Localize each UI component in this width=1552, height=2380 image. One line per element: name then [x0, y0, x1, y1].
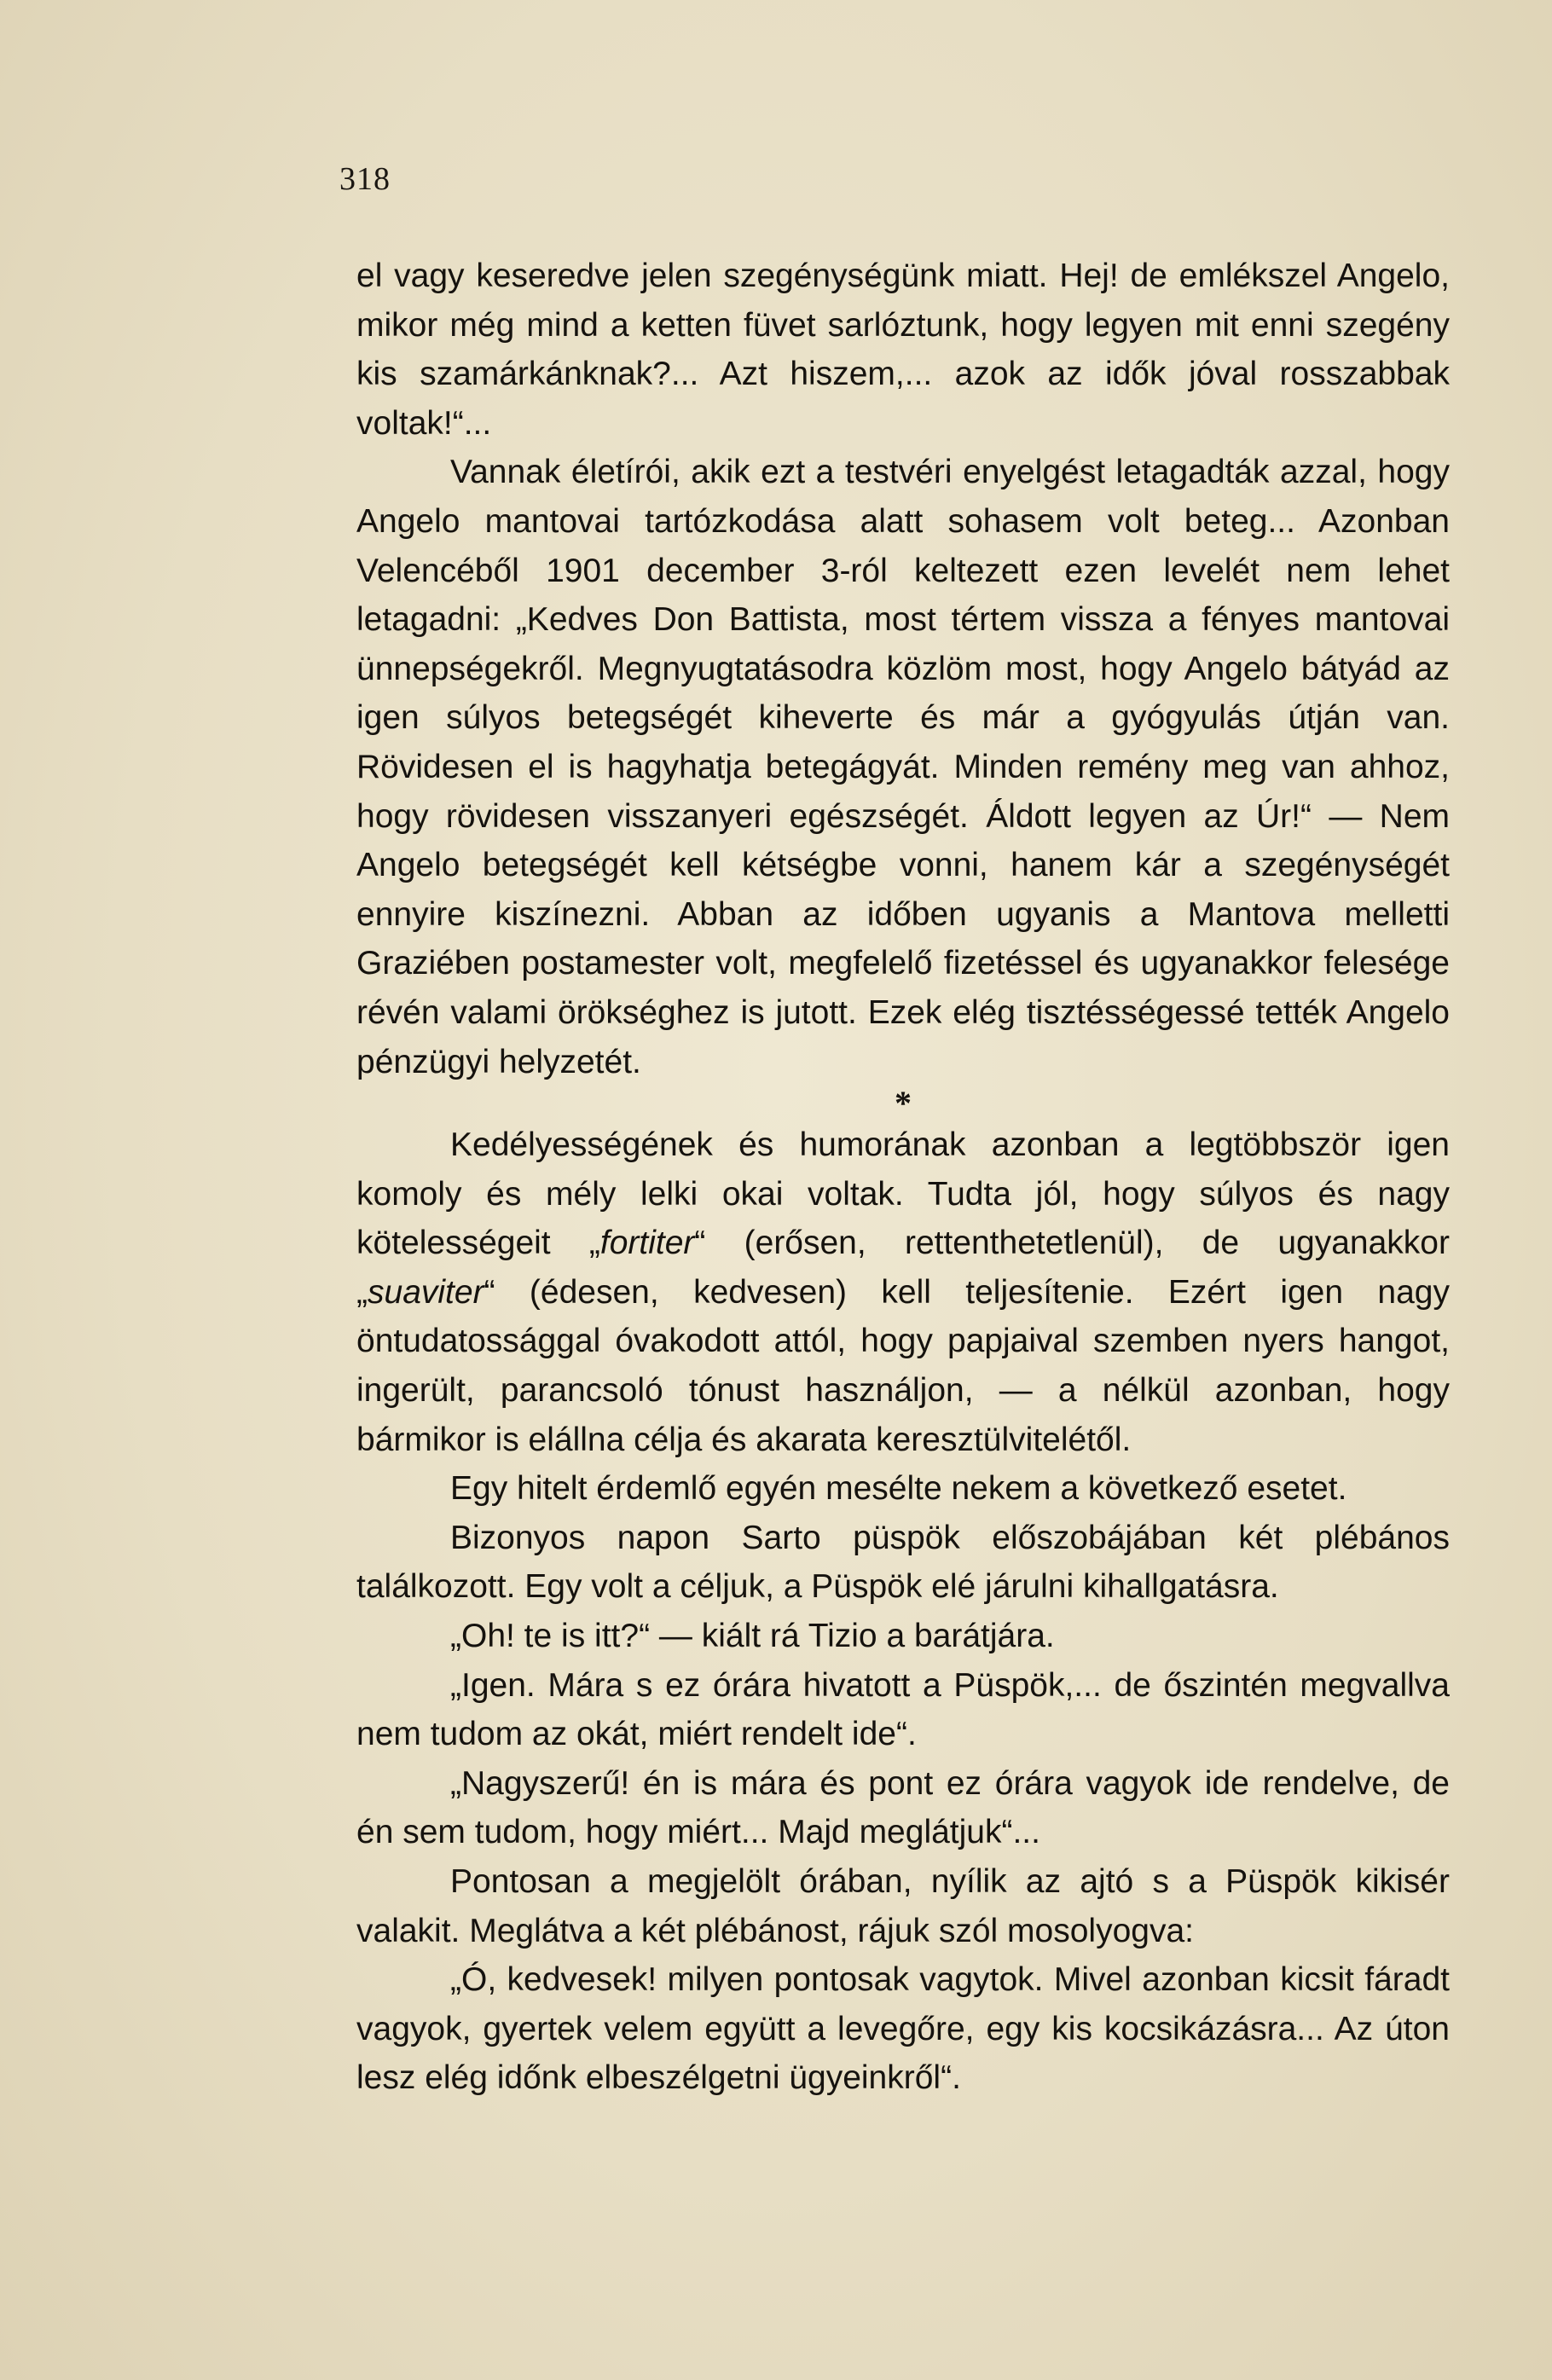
humor-text-3: “ (édesen, kedvesen) kell teljesítenie. Ezért igen nagy öntudatossággal óvakodott attól, hogy papjaival szemben nyers hangot, ingerült, parancsoló tónust használjon, — a nélkül azonban, hogy bármikor is elállna célja és akarata keresztülvitelétől.	[356, 1273, 1450, 1458]
humor-text-1: Kedélyességének és humorának azonban a legtöbbször igen komoly és mély lelki okai voltak. Tudta jól, hogy súlyos és nagy kötelességeit „	[356, 1126, 1450, 1262]
fortiter-term: fortiter	[599, 1225, 695, 1262]
paragraph-biographers: Vannak életírói, akik ezt a testvéri enyelgést letagadták azzal, hogy Angelo mantovai tartózkodása alatt sohasem volt beteg... Azonban Velencéből 1901 december 3-ról keltezett ezen levelét nem lehet letagadni: „Kedves Don Battista, most tértem vissza a fényes mantovai ünnepségekről. Megnyugtatásodra közlöm most, hogy Angelo bátyád az igen súlyos betegségét kiheverte és már a gyógyulás útján van. Rövidesen el is hagyhatja betegágyát. Minden remény meg van ahhoz, hogy rövidesen visszanyeri egészségét. Áldott legyen az Úr!“ — Nem Angelo betegségét kell kétségbe vonni, hanem kár a szegénységét ennyire kiszínezni. Abban az időben ugyanis a Mantova melletti Graziében postamester volt, megfelelő fizetéssel és ugyanakkor felesége révén valami örökséghez is jutott. Ezek elég tisztésségessé tették Angelo pénzügyi helyzetét.	[356, 454, 1450, 1080]
paragraph-two-priests: Bizonyos napon Sarto püspök előszobájában két plébános találkozott. Egy volt a céljuk, a Püspök elé járulni kihallgatásra.	[356, 1519, 1450, 1606]
paragraph-continued: el vagy keseredve jelen szegénységünk miatt. Hej! de emlékszel Angelo, mikor még mind a ketten füvet sarlóztunk, hogy legyen mit enni szegény kis szamárkánknak?... Azt hiszem,... azok az idők jóval rosszabbak voltak!“...	[356, 258, 1450, 442]
suaviter-term: suaviter	[368, 1273, 484, 1311]
paragraph-anecdote-intro: Egy hitelt érdemlő egyén mesélte nekem a következő esetet.	[450, 1470, 1347, 1508]
dialogue-line: „Oh! te is itt?“ — kiált rá Tizio a barátjára.	[450, 1618, 1055, 1655]
dialogue-line: „Igen. Mára s ez órára hivatott a Püspök,... de őszintén megvallva nem tudom az okát, miért rendelt ide“.	[356, 1666, 1450, 1753]
paragraph-humor	[356, 1121, 1450, 1464]
page-body	[356, 252, 1450, 2103]
section-separator: *	[895, 1084, 912, 1123]
page-number: 318	[339, 161, 391, 197]
dialogue-line: „Ó, kedvesek! milyen pontosak vagytok. Mivel azonban kicsit fáradt vagyok, gyertek velem együtt a levegőre, egy kis kocsikázásra... Az úton lesz elég időnk elbeszélgetni ügyeinkről“.	[356, 1961, 1450, 2097]
dialogue-line: „Nagyszerű! én is mára és pont ez órára vagyok ide rendelve, de én sem tudom, hogy miért... Majd meglátjuk“...	[356, 1764, 1450, 1851]
paragraph-bishop-appears: Pontosan a megjelölt órában, nyílik az ajtó s a Püspök kikisér valakit. Meglátva a két plébánost, rájuk szól mosolyogva:	[356, 1863, 1450, 1949]
humor-text-2: “ (erősen, rettenthetetlenül), de ugyanakkor „	[356, 1225, 1450, 1311]
